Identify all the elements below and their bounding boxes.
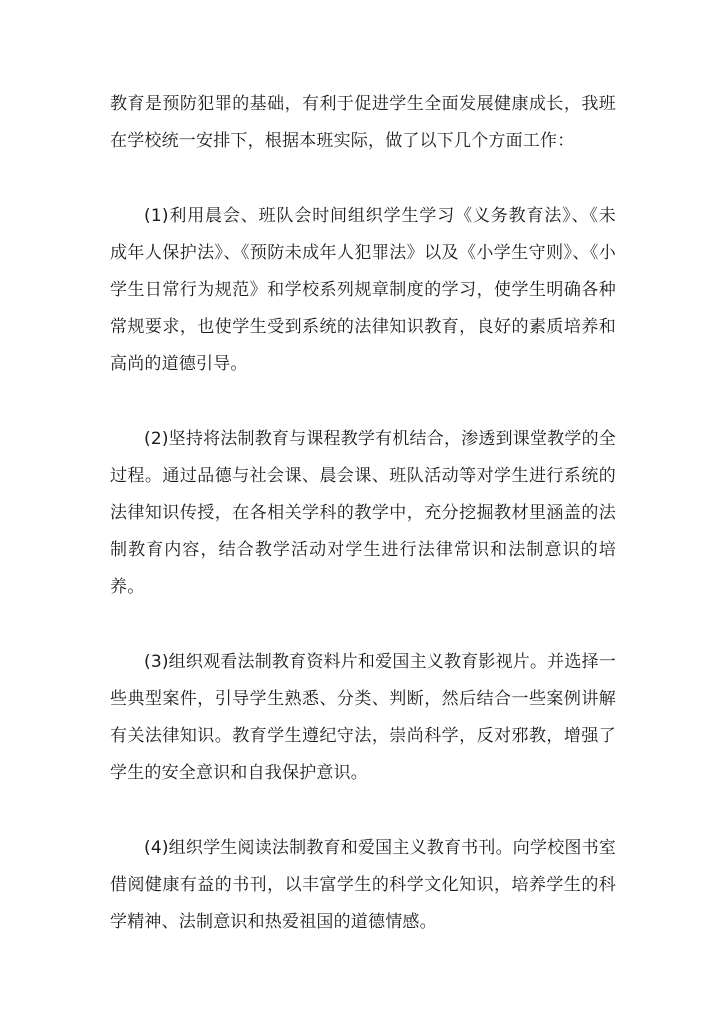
item-paragraph-1: (1)利用晨会、班队会时间组织学生学习《义务教育法》、《未成年人保护法》、《预防未成年人犯罪法》以及《小学生守则》、《小学生日常行为规范》和学校系列规章制度的学习，使学生明确各种常规要求，也使学生受到系统的法律知识教育，良好的素质培养和高尚的道德引导。 xyxy=(110,206,616,374)
intro-paragraph: 教育是预防犯罪的基础，有利于促进学生全面发展健康成长，我班在学校统一安排下，根据本班实际，做了以下几个方面工作： xyxy=(110,94,616,151)
item-paragraph-3: (3)组织观看法制教育资料片和爱国主义教育影视片。并选择一些典型案件，引导学生熟悉、分类、判断，然后结合一些案例讲解有关法律知识。教育学生遵纪守法，崇尚科学，反对邪教，增强了学生的安全意识和自我保护意识。 xyxy=(110,652,616,783)
document-body xyxy=(110,86,616,941)
paragraph-spacer xyxy=(110,160,616,198)
paragraph-spacer xyxy=(110,383,616,421)
item-paragraph-2: (2)坚持将法制教育与课程教学有机结合，渗透到课堂教学的全过程。通过品德与社会课、晨会课、班队活动等对学生进行系统的法律知识传授，在各相关学科的教学中，充分挖掘教材里涵盖的法制教育内容，结合教学活动对学生进行法律常识和法制意识的培养。 xyxy=(110,429,616,597)
item-paragraph-4: (4)组织学生阅读法制教育和爱国主义教育书刊。向学校图书室借阅健康有益的书刊，以丰富学生的科学文化知识，培养学生的科学精神、法制意识和热爱祖国的道德情感。 xyxy=(110,838,616,932)
paragraph-spacer xyxy=(110,606,616,644)
paragraph-spacer xyxy=(110,792,616,830)
